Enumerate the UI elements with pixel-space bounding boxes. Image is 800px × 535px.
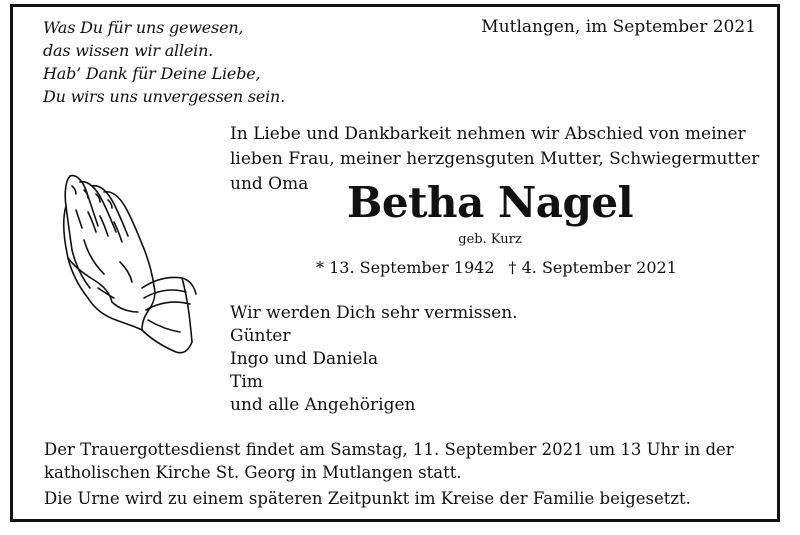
poem-line: das wissen wir allein. (43, 41, 214, 60)
intro-line: In Liebe und Dankbarkeit nehmen wir Abschied von meiner (230, 124, 746, 144)
mourners-line: Tim (230, 372, 263, 392)
birth-date: * 13. September 1942 (316, 258, 495, 277)
intro-line: und Oma (230, 174, 309, 194)
mourners-line: Günter (230, 326, 291, 346)
poem-line: Hab’ Dank für Deine Liebe, (43, 64, 261, 83)
service-notice (44, 438, 734, 484)
praying-hands-icon (58, 170, 206, 355)
mourners-line: Wir werden Dich sehr vermissen. (230, 303, 518, 323)
poem-line: Du wirs uns unvergessen sein. (43, 87, 286, 106)
place-date-line: Mutlangen, im September 2021 (481, 17, 756, 37)
life-dates (316, 258, 691, 277)
service-line: Der Trauergottesdienst findet am Samstag, 11. September 2021 um 13 Uhr in der (44, 440, 734, 459)
poem-line: Was Du für uns gewesen, (43, 18, 244, 37)
memorial-poem (43, 16, 285, 108)
mourners-line: Ingo und Daniela (230, 349, 379, 369)
maiden-name: geb. Kurz (458, 232, 522, 247)
mourners-block (230, 302, 518, 417)
urn-notice: Die Urne wird zu einem späteren Zeitpunkt im Kreise der Familie beigesetzt. (44, 489, 691, 508)
intro-line: lieben Frau, meiner herzgensguten Mutter, Schwiegermutter (230, 149, 760, 169)
deceased-name: Betha Nagel (346, 178, 634, 227)
mourners-line: und alle Angehörigen (230, 395, 416, 415)
death-date: † 4. September 2021 (508, 258, 677, 277)
service-line: katholischen Kirche St. Georg in Mutlangen statt. (44, 463, 462, 482)
